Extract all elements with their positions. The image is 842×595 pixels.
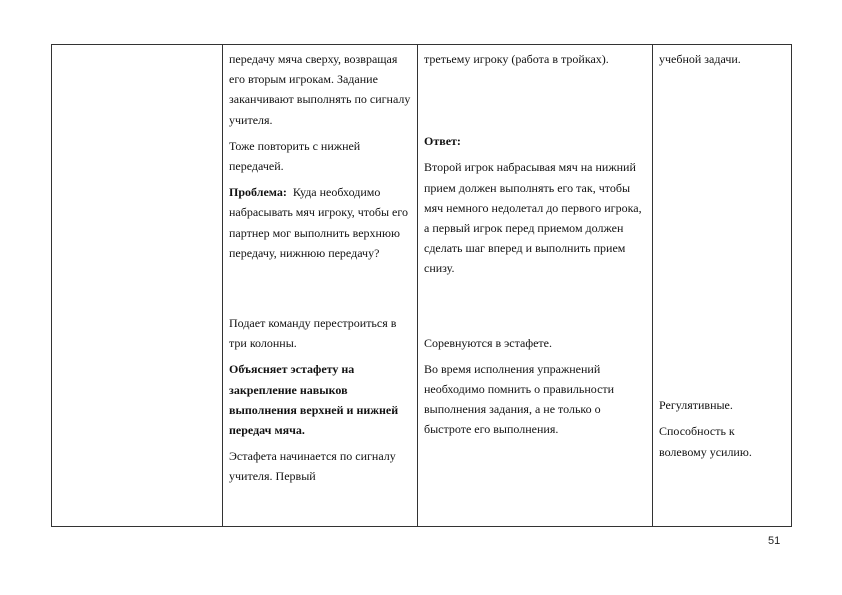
teacher-paragraph-1: передачу мяча сверху, возвращая его вторым игрокам. Задание заканчивают выполнять по сигналу учителя.: [229, 52, 411, 127]
spacer: [659, 75, 785, 395]
table-cell-uud: [653, 45, 792, 527]
student-paragraph-note: Во время исполнения упражнений необходимо помнить о правильности выполнения задания, а не только о быстроте его выполнения.: [424, 361, 615, 437]
student-paragraph-1: третьему игроку (работа в тройках).: [424, 52, 609, 66]
spacer: [424, 75, 646, 131]
uud-paragraph-3: Способность к волевому усилию.: [659, 424, 752, 459]
uud-paragraph-1: учебной задачи.: [659, 52, 741, 66]
teacher-paragraph-relay: Объясняет эстафету на закрепление навыков выполнения верхней и нижней передач мяча.: [229, 362, 399, 438]
table-row: [52, 45, 792, 527]
problem-text: Куда необходимо набрасывать мяч игроку, чтобы его партнер мог выполнить верхнюю передачу, нижнюю передачу?: [229, 185, 408, 260]
teacher-paragraph-2: Тоже повторить с нижней передачей.: [229, 138, 361, 174]
table-cell-teacher-activity: [223, 45, 418, 527]
uud-paragraph-regulative: Регулятивные.: [659, 398, 733, 413]
table-cell-student-activity: [418, 45, 653, 527]
student-paragraph-relay: Соревнуются в эстафете.: [424, 335, 552, 350]
spacer: [424, 285, 646, 333]
spacer: [229, 269, 411, 313]
teacher-paragraph-problem: [229, 182, 411, 263]
lesson-plan-table: [51, 44, 792, 527]
table-cell-stage: [52, 45, 223, 527]
student-answer: Второй игрок набрасывая мяч на нижний прием должен выполнять его так, чтобы мяч немного недолетал до первого игрока, а первый игрок перед приемом должен сделать шаг вперед и выполнить прием снизу.: [424, 160, 642, 276]
teacher-paragraph-4: Подает команду перестроиться в три колонны.: [229, 316, 397, 351]
answer-label: Ответ:: [424, 134, 461, 149]
page-number: 51: [768, 535, 781, 547]
problem-label: Проблема:: [229, 185, 287, 200]
teacher-paragraph-6: Эстафета начинается по сигналу учителя. Первый: [229, 449, 396, 484]
